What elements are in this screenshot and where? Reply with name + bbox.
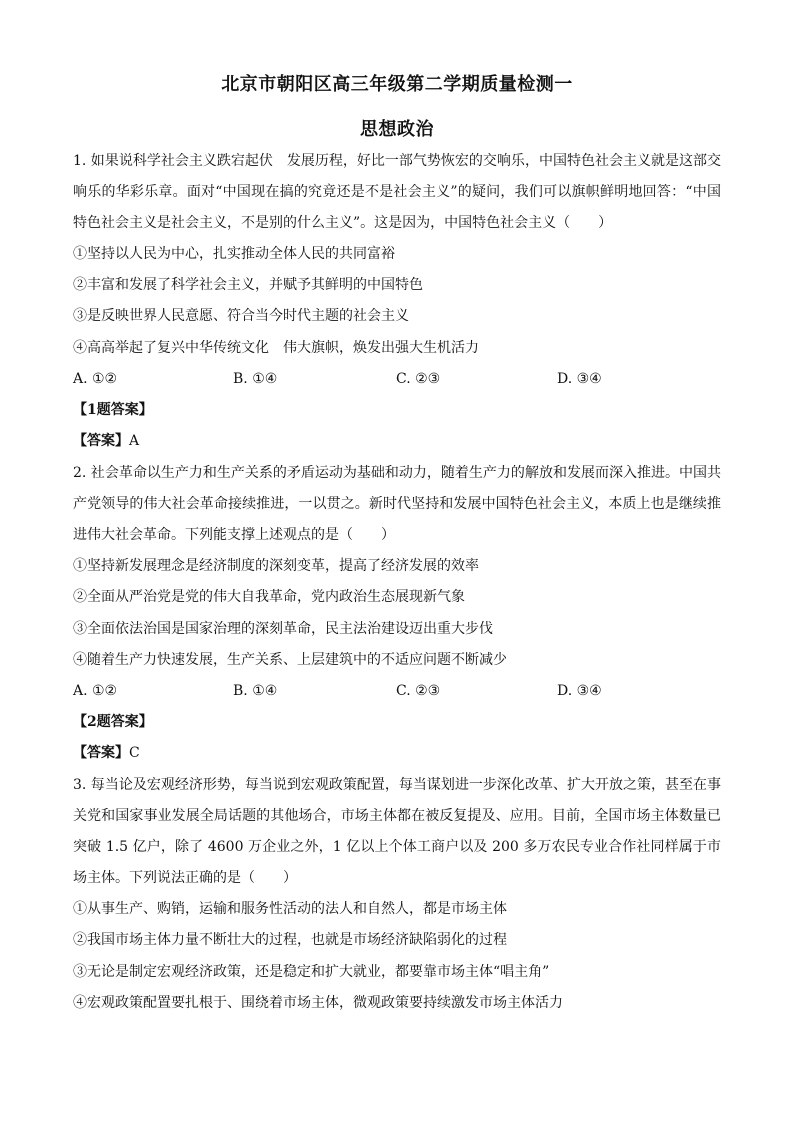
question-2-choices [73, 681, 721, 701]
answer-value: A [129, 433, 140, 449]
answer-value: C [129, 745, 140, 761]
question-3-stem: 3. 每当论及宏观经济形势，每当说到宏观政策配置，每当谋划进一步深化改革、扩大开放之策，甚至在事关党和国家事业发展全局话题的其他场合，市场主体都在被反复提及、应用。目前，全国市场主体数量已突破 1.5 亿户，除了 4600 万企业之外，1 亿以上个体工商户以及 200 多万农民专业合作社同样属于市场主体。下列说法正确的是（ ） [73, 777, 721, 886]
question-1-option-4: ④高高举起了复兴中华传统文化 伟大旗帜，焕发出强大生机活力 [73, 340, 479, 356]
question-2-option-2: ②全面从严治党是党的伟大自我革命，党内政治生态展现新气象 [73, 589, 465, 605]
question-1-choice-d: D. ③④ [557, 371, 602, 387]
question-1-answer-heading: 【1题答案】 [73, 402, 153, 418]
question-2-option-1: ①坚持新发展理念是经济制度的深刻变革，提高了经济发展的效率 [73, 558, 479, 574]
question-2-answer [73, 743, 140, 763]
question-1-option-2: ②丰富和发展了科学社会主义，并赋予其鲜明的中国特色 [73, 277, 423, 293]
question-3-option-3: ③无论是制定宏观经济政策，还是稳定和扩大就业，都要靠市场主体“唱主角” [73, 964, 550, 980]
question-2-answer-heading: 【2题答案】 [73, 714, 153, 730]
question-2-choice-c: C. ②③ [396, 683, 441, 699]
question-1-choice-c: C. ②③ [396, 371, 441, 387]
document-title: 北京市朝阳区高三年级第二学期质量检测一 [221, 74, 573, 95]
question-1-option-3: ③是反映世界人民意愿、符合当今时代主题的社会主义 [73, 308, 409, 324]
question-1-choice-a: A. ①② [73, 371, 118, 387]
document-subtitle: 思想政治 [360, 119, 434, 140]
question-1-stem: 1. 如果说科学社会主义跌宕起伏 发展历程，好比一部气势恢宏的交响乐，中国特色社会主义就是这部交响乐的华彩乐章。面对“中国现在搞的究竟还是不是社会主义”的疑问，我们可以旗帜鲜明地回答：“中国特色社会主义是社会主义，不是别的什么主义”。这是因为，中国特色社会主义（ ） [73, 153, 721, 231]
question-3-option-4: ④宏观政策配置要扎根于、围绕着市场主体，微观政策要持续激发市场主体活力 [73, 995, 563, 1011]
question-2-option-3: ③全面依法治国是国家治理的深刻革命，民主法治建设迈出重大步伐 [73, 621, 493, 637]
question-2-choice-d: D. ③④ [557, 683, 602, 699]
question-1-option-1: ①坚持以人民为中心，扎实推动全体人民的共同富裕 [73, 246, 395, 262]
answer-label: 【答案】 [73, 433, 129, 449]
question-2-choice-a: A. ①② [73, 683, 118, 699]
question-3-option-1: ①从事生产、购销，运输和服务性活动的法人和自然人，都是市场主体 [73, 901, 507, 917]
question-1-choice-b: B. ①④ [233, 371, 278, 387]
question-2-stem: 2. 社会革命以生产力和生产关系的矛盾运动为基础和动力，随着生产力的解放和发展而深入推进。中国共产党领导的伟大社会革命接续推进，一以贯之。新时代坚持和发展中国特色社会主义，本质上也是继续推进伟大社会革命。下列能支撑上述观点的是（ ） [73, 465, 721, 543]
question-3-option-2: ②我国市场主体力量不断壮大的过程，也就是市场经济缺陷弱化的过程 [73, 932, 507, 948]
answer-label: 【答案】 [73, 745, 129, 761]
question-1-choices [73, 369, 721, 389]
question-2-option-4: ④随着生产力快速发展，生产关系、上层建筑中的不适应问题不断减少 [73, 652, 507, 668]
question-2-choice-b: B. ①④ [233, 683, 278, 699]
question-1-answer [73, 431, 139, 451]
